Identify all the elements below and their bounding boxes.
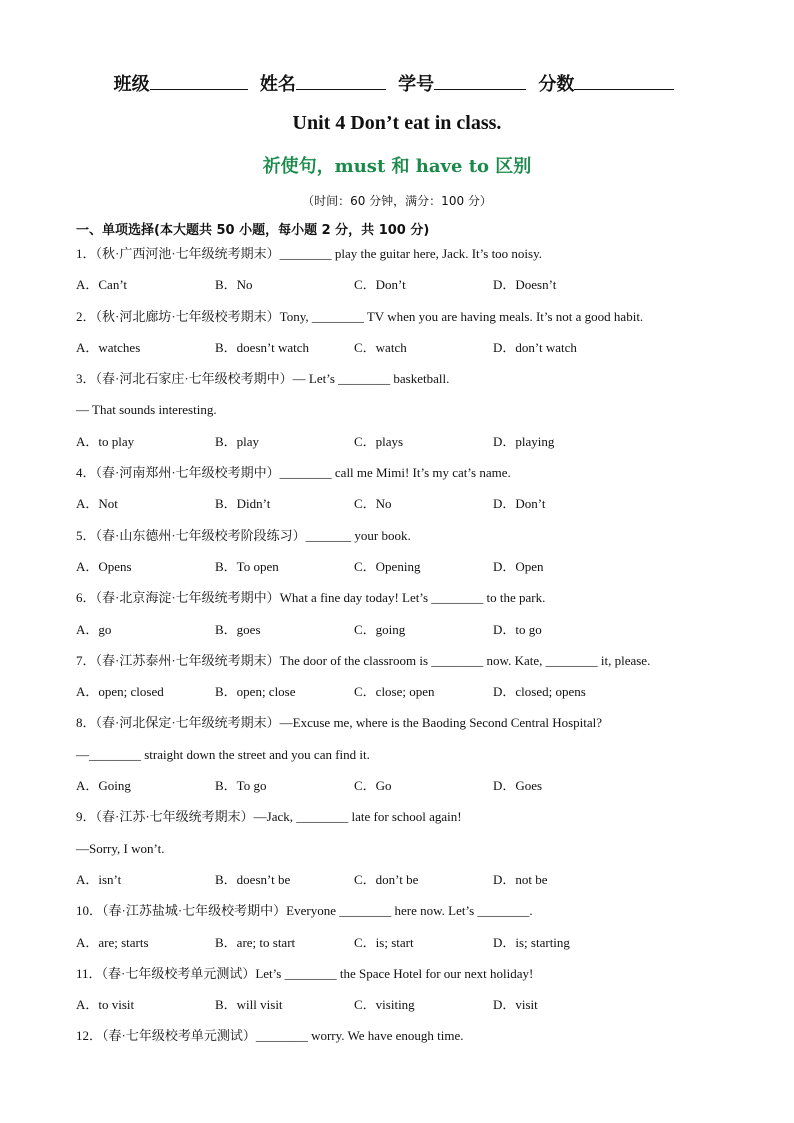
question-dialogue-line: —Sorry, I won’t. bbox=[76, 840, 165, 856]
answer-option[interactable]: B．open; close bbox=[215, 684, 296, 700]
student-id-blank[interactable] bbox=[434, 73, 526, 90]
answer-option[interactable]: C．plays bbox=[354, 433, 404, 449]
answer-option[interactable]: B．No bbox=[215, 277, 253, 293]
question-item bbox=[76, 963, 736, 1026]
question-stem: 1．（秋·广西河池·七年级统考期末）________ play the guitar here, Jack. It’s too noisy. bbox=[76, 246, 543, 261]
option-row bbox=[76, 337, 736, 368]
answer-option[interactable]: D．playing bbox=[493, 433, 555, 449]
exam-meta: （时间：60 分钟，满分：100 分） bbox=[302, 194, 492, 208]
answer-option[interactable]: A．to play bbox=[76, 433, 135, 449]
answer-option[interactable]: A．isn’t bbox=[76, 871, 122, 887]
option-row bbox=[76, 274, 736, 305]
answer-option[interactable]: C．visiting bbox=[354, 997, 415, 1013]
question-stem: 9．（春·江苏·七年级统考期末）—Jack, ________ late for school again! bbox=[76, 809, 462, 825]
answer-option[interactable]: D．visit bbox=[493, 997, 538, 1013]
answer-option[interactable]: D．Goes bbox=[493, 778, 543, 794]
question-item bbox=[76, 900, 736, 963]
question-stem: 4．（春·河南郑州·七年级校考期中）________ call me Mimi! It’s my cat’s name. bbox=[76, 465, 511, 481]
option-row bbox=[76, 681, 736, 712]
answer-option[interactable]: C．Go bbox=[354, 778, 392, 794]
answer-option[interactable]: A．go bbox=[76, 621, 112, 637]
name-label: 姓名 bbox=[259, 74, 296, 95]
question-stem: 3．（春·河北石家庄·七年级校考期中）— Let’s ________ basketball. bbox=[76, 371, 450, 387]
answer-option[interactable]: C．is; start bbox=[354, 934, 414, 950]
answer-option[interactable]: B．are; to start bbox=[215, 934, 296, 950]
student-id-label: 学号 bbox=[398, 74, 435, 95]
question-dialogue-line: — That sounds interesting. bbox=[76, 402, 217, 418]
score-blank[interactable] bbox=[574, 73, 674, 90]
question-stem: 10．（春·江苏盐城·七年级校考期中）Everyone ________ here now. Let’s ________. bbox=[76, 903, 533, 919]
class-blank[interactable] bbox=[150, 73, 248, 90]
student-info-header bbox=[0, 70, 794, 96]
answer-option[interactable]: B．will visit bbox=[215, 997, 283, 1013]
answer-option[interactable]: D．to go bbox=[493, 621, 542, 637]
answer-option[interactable]: B．To go bbox=[215, 778, 267, 794]
answer-option[interactable]: C．Opening bbox=[354, 558, 421, 574]
answer-option[interactable]: D．is; starting bbox=[493, 934, 570, 950]
class-label: 班级 bbox=[113, 74, 150, 95]
answer-option[interactable]: C．close; open bbox=[354, 684, 435, 700]
question-item bbox=[76, 462, 736, 525]
answer-option[interactable]: C．watch bbox=[354, 339, 407, 355]
score-field bbox=[538, 70, 674, 96]
answer-option[interactable]: A．open; closed bbox=[76, 684, 164, 700]
answer-option[interactable]: A．Opens bbox=[76, 558, 132, 574]
answer-option[interactable]: D．Doesn’t bbox=[493, 277, 557, 293]
question-list bbox=[76, 243, 736, 1057]
answer-option[interactable]: C．Don’t bbox=[354, 277, 406, 293]
question-stem: 11．（春·七年级校考单元测试）Let’s ________ the Space Hotel for our next holiday! bbox=[76, 965, 534, 981]
unit-title: Unit 4 Don’t eat in class. bbox=[292, 112, 502, 134]
answer-option[interactable]: D．Don’t bbox=[493, 496, 546, 512]
question-stem: 8．（春·河北保定·七年级统考期末）—Excuse me, where is the Baoding Second Central Hospital? bbox=[76, 715, 603, 731]
answer-option[interactable]: B．doesn’t watch bbox=[215, 339, 309, 355]
answer-option[interactable]: A．to visit bbox=[76, 997, 135, 1013]
question-stem: 5．（春·山东德州·七年级校考阶段练习）_______ your book. bbox=[76, 527, 411, 543]
answer-option[interactable]: D．not be bbox=[493, 871, 548, 887]
answer-option[interactable]: B．doesn’t be bbox=[215, 871, 291, 887]
answer-option[interactable]: C．don’t be bbox=[354, 871, 419, 887]
answer-option[interactable]: A．Can’t bbox=[76, 277, 128, 293]
option-row bbox=[76, 556, 736, 587]
topic-subtitle: 祈使句，must 和 have to 区别 bbox=[262, 156, 532, 177]
question-item bbox=[76, 306, 736, 369]
question-item bbox=[76, 712, 736, 806]
score-label: 分数 bbox=[538, 74, 575, 95]
option-row bbox=[76, 994, 736, 1025]
option-row bbox=[76, 431, 736, 462]
question-stem: 12．（春·七年级校考单元测试）________ worry. We have enough time. bbox=[76, 1028, 464, 1044]
student-id-field bbox=[398, 70, 526, 96]
name-blank[interactable] bbox=[296, 73, 386, 90]
option-row bbox=[76, 619, 736, 650]
answer-option[interactable]: A．are; starts bbox=[76, 934, 149, 950]
option-row bbox=[76, 493, 736, 524]
question-item bbox=[76, 650, 736, 713]
answer-option[interactable]: B．To open bbox=[215, 558, 279, 574]
section-heading: 一、单项选择(本大题共 50 小题，每小题 2 分，共 100 分) bbox=[76, 223, 430, 238]
answer-option[interactable]: C．No bbox=[354, 496, 392, 512]
answer-option[interactable]: A．Going bbox=[76, 778, 131, 794]
question-item bbox=[76, 525, 736, 588]
option-row bbox=[76, 869, 736, 900]
question-item bbox=[76, 1025, 736, 1056]
question-stem: 7．（春·江苏泰州·七年级统考期末）The door of the classroom is ________ now. Kate, ________ it, please. bbox=[76, 652, 651, 668]
option-row bbox=[76, 932, 736, 963]
answer-option[interactable]: B．goes bbox=[215, 621, 261, 637]
question-stem: 6．（春·北京海淀·七年级统考期中）What a fine day today! Let’s ________ to the park. bbox=[76, 590, 546, 606]
question-stem: 2．（秋·河北廊坊·七年级校考期末）Tony, ________ TV when you are having meals. It’s not a good habit. bbox=[76, 308, 644, 324]
question-item bbox=[76, 587, 736, 650]
name-field bbox=[260, 70, 386, 96]
class-field bbox=[114, 70, 248, 96]
answer-option[interactable]: B．play bbox=[215, 433, 260, 449]
question-item bbox=[76, 806, 736, 900]
question-dialogue-line: —________ straight down the street and you can find it. bbox=[76, 746, 370, 762]
answer-option[interactable]: D．don’t watch bbox=[493, 339, 577, 355]
answer-option[interactable]: C．going bbox=[354, 621, 406, 637]
answer-option[interactable]: A．Not bbox=[76, 496, 118, 512]
answer-option[interactable]: A．watches bbox=[76, 339, 141, 355]
answer-option[interactable]: D．closed; opens bbox=[493, 684, 586, 700]
option-row bbox=[76, 775, 736, 806]
answer-option[interactable]: B．Didn’t bbox=[215, 496, 271, 512]
question-item bbox=[76, 243, 736, 306]
question-item bbox=[76, 368, 736, 462]
answer-option[interactable]: D．Open bbox=[493, 558, 544, 574]
